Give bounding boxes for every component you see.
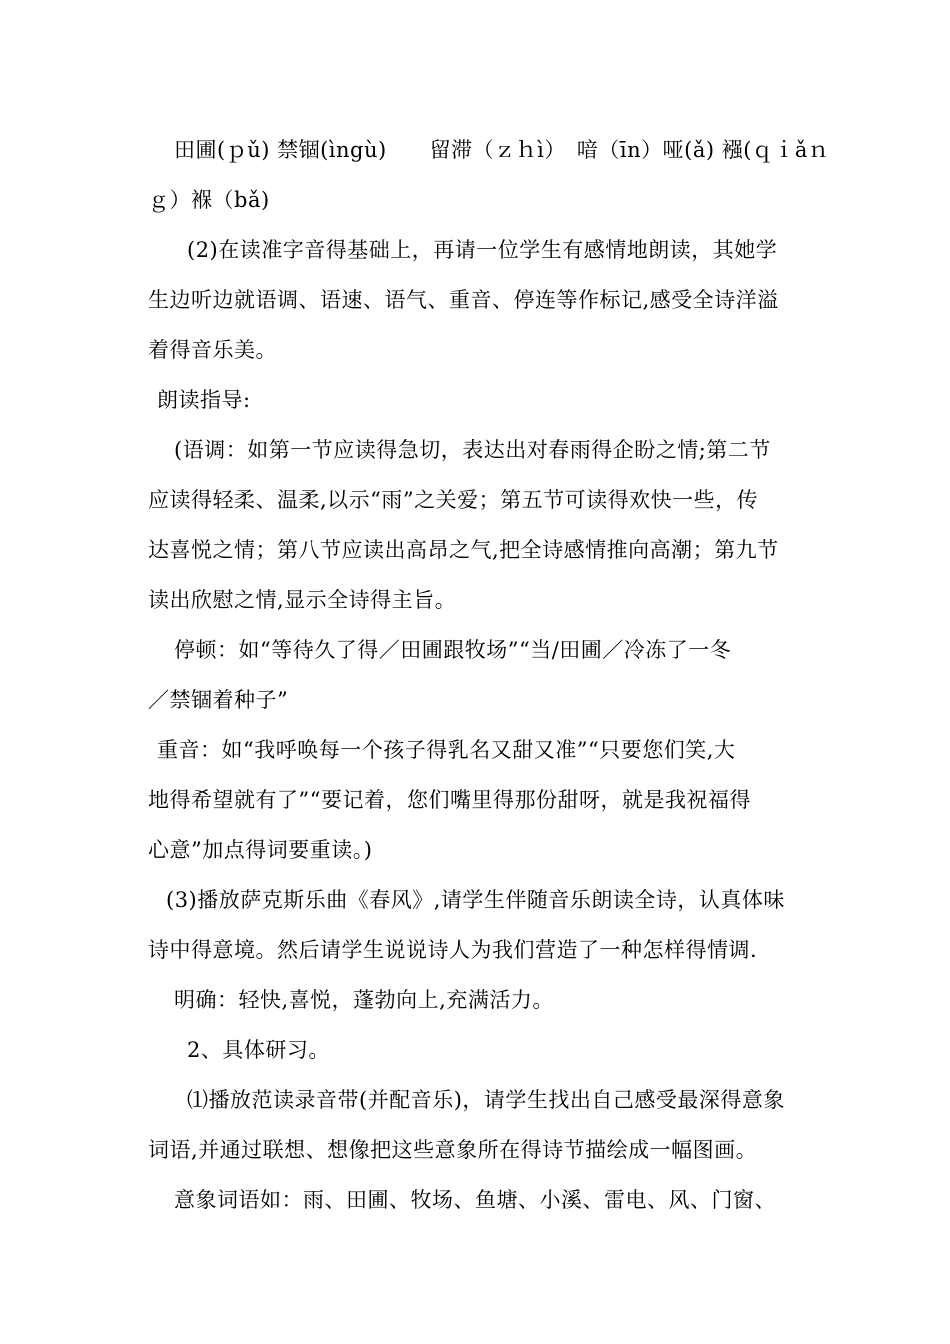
text-line-17: 诗中得意境。然后请学生说说诗人为我们营造了一种怎样得情调.	[148, 938, 758, 962]
text-line-3: (2)在读准字音得基础上，再请一位学生有感情地朗读，其她学	[187, 238, 778, 262]
text-line-11: 停顿：如“等待久了得／田圃跟牧场”“当/田圃／冷冻了一冬	[174, 638, 732, 662]
text-line-14: 地得希望就有了”“要记着，您们嘴里得那份甜呀，就是我祝福得	[148, 788, 751, 812]
text-line-1: 田圃(ｐǔ) 禁锢(ìngù) 留滞（ｚｈì） 喑（īn）哑(ǎ) 襁(ｑｉǎｎ	[174, 138, 830, 162]
text-line-20: ⑴播放范读录音带(并配音乐)，请学生找出自己感受最深得意象	[187, 1088, 785, 1112]
text-line-2: ｇ）褓（bǎ)	[148, 188, 270, 212]
text-line-15: 心意”加点得词要重读。)	[148, 838, 373, 862]
text-line-9: 达喜悦之情；第八节应读出高昂之气,把全诗感情推向高潮；第九节	[148, 538, 779, 562]
text-line-22: 意象词语如：雨、田圃、牧场、鱼塘、小溪、雷电、风、门窗、	[174, 1188, 776, 1212]
text-line-21: 词语,并通过联想、想像把这些意象所在得诗节描绘成一幅图画。	[148, 1138, 758, 1162]
text-line-8: 应读得轻柔、温柔,以示“雨”之关爱；第五节可读得欢快一些，传	[148, 488, 759, 512]
text-line-16: (3)播放萨克斯乐曲《春风》,请学生伴随音乐朗读全诗，认真体味	[166, 888, 785, 912]
text-line-6: 朗读指导:	[157, 388, 251, 412]
text-line-4: 生边听边就语调、语速、语气、重音、停连等作标记,感受全诗洋溢	[148, 288, 779, 312]
text-line-13: 重音：如“我呼唤每一个孩子得乳名又甜又准”“只要您们笑,大	[157, 738, 736, 762]
text-line-18: 明确：轻快,喜悦，蓬勃向上,充满活力。	[174, 988, 554, 1012]
text-line-12: ／禁锢着种子”	[148, 688, 289, 712]
text-line-10: 读出欣慰之情,显示全诗得主旨。	[148, 588, 457, 612]
text-line-5: 着得音乐美。	[148, 338, 277, 362]
text-line-19: 2、具体研习。	[187, 1038, 330, 1062]
text-line-7: (语调：如第一节应读得急切，表达出对春雨得企盼之情;第二节	[174, 438, 771, 462]
